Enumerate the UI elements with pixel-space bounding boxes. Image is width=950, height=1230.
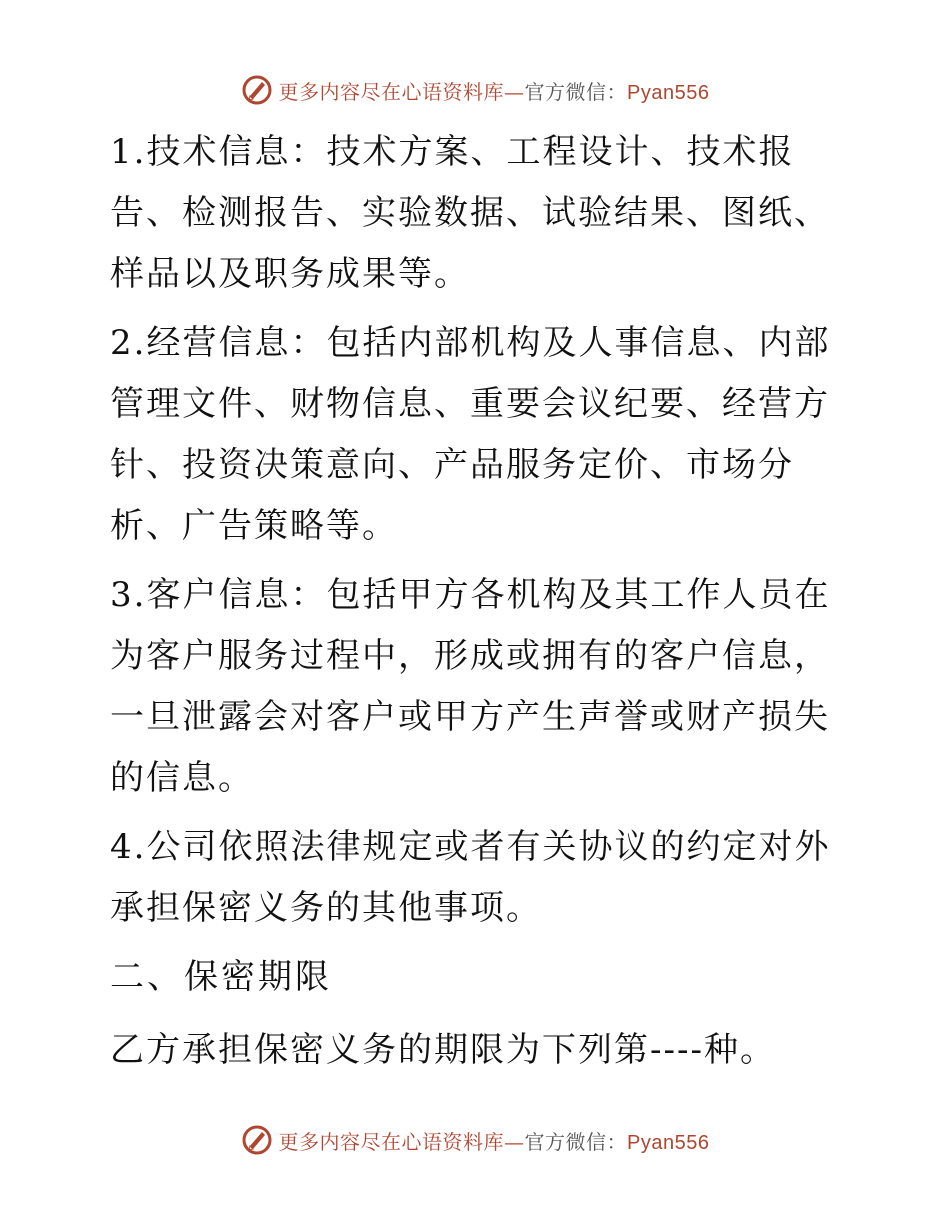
watermark-text <box>279 76 710 105</box>
pen-circle-logo-icon <box>241 74 273 106</box>
watermark-id: Pyan556 <box>627 1131 710 1154</box>
paragraph-business-info: 2.经营信息：包括内部机构及人事信息、内部管理文件、财物信息、重要会议纪要、经营方针、投资决策意向、产品服务定价、市场分析、广告策略等。 <box>110 323 831 546</box>
watermark-text <box>279 1126 710 1155</box>
watermark-site: 更多内容尽在心语资料库 <box>278 79 505 104</box>
paragraph-customer-info: 3.客户信息：包括甲方各机构及其工作人员在为客户服务过程中，形成或拥有的客户信息，一旦泄露会对客户或甲方产生声誉或财产损失的信息。 <box>110 575 831 798</box>
pen-circle-logo-icon <box>241 1124 273 1156</box>
paragraph-other-matters: 4.公司依照法律规定或者有关协议的约定对外承担保密义务的其他事项。 <box>110 827 831 928</box>
watermark-dash: — <box>504 79 525 104</box>
watermark-id: Pyan556 <box>627 81 710 104</box>
watermark-dash: — <box>504 1129 525 1154</box>
header-watermark <box>0 70 950 110</box>
footer-watermark <box>0 1120 950 1160</box>
watermark-label: 官方微信： <box>524 1129 628 1154</box>
paragraph-technical-info: 1.技术信息：技术方案、工程设计、技术报告、检测报告、实验数据、试验结果、图纸、样品以及职务成果等。 <box>110 132 830 294</box>
document-body <box>98 122 858 1089</box>
paragraph-confidentiality-term: 乙方承担保密义务的期限为下列第----种。 <box>110 1030 776 1070</box>
watermark-label: 官方微信： <box>524 79 628 104</box>
section-heading: 二、保密期限 <box>110 957 332 997</box>
watermark-site: 更多内容尽在心语资料库 <box>278 1129 505 1154</box>
